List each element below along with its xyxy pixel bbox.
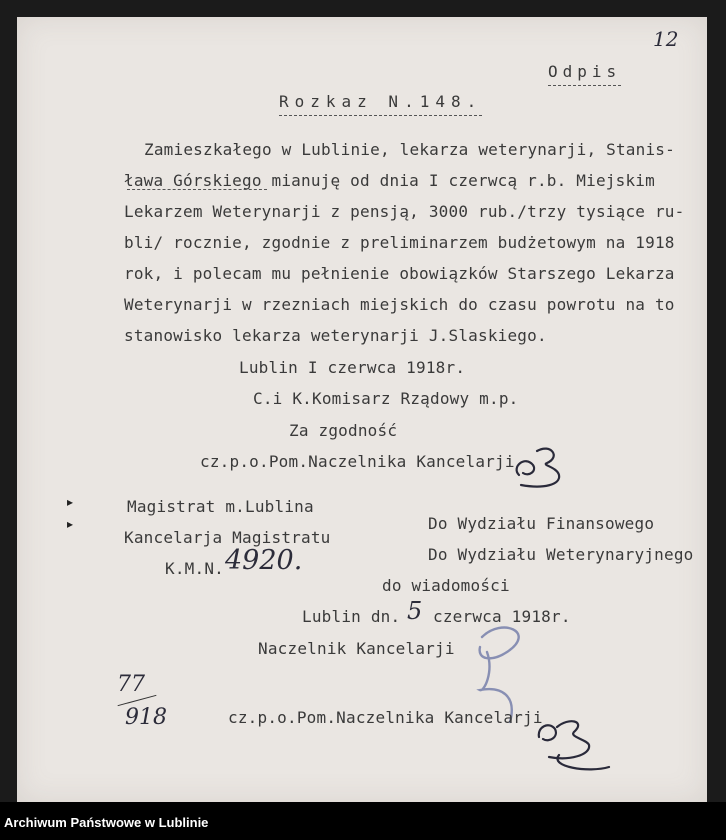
- body-line: rok, i polecam mu pełnienie obowiązków Starszego Lekarza: [124, 264, 675, 283]
- date2-suffix: czerwca 1918r.: [433, 607, 571, 626]
- archive-number-top: 77: [117, 672, 145, 697]
- document-page: [17, 17, 707, 802]
- body-line: Weterynarji w rzezniach miejskich do czasu powrotu na to: [124, 295, 675, 314]
- recipient-line: Do Wydziału Finansowego: [428, 514, 655, 533]
- naczelnik: Naczelnik Kancelarji: [258, 639, 455, 658]
- magistrat-line: Magistrat m.Lublina: [127, 497, 314, 516]
- place-date: Lublin I czerwca 1918r.: [239, 358, 466, 377]
- date2-day: 5: [407, 597, 423, 625]
- odpis-label: Odpis: [548, 62, 621, 86]
- commissioner: C.i K.Komisarz Rządowy m.p.: [253, 389, 519, 408]
- body-line: Lekarzem Weterynarji z pensją, 3000 rub./trzy tysiące ru-: [124, 202, 685, 221]
- magistrat-line: Kancelarja Magistratu: [124, 528, 331, 547]
- date2-prefix: Lublin dn.: [302, 607, 401, 626]
- signoff-line: cz.p.o.Pom.Naczelnika Kancelarji: [200, 452, 515, 471]
- za-zgodnosc: Za zgodność: [289, 421, 398, 440]
- archive-number-bottom: 918: [125, 705, 167, 730]
- signoff-line: cz.p.o.Pom.Naczelnika Kancelarji: [228, 708, 543, 727]
- document-title: Rozkaz N.148.: [279, 92, 482, 116]
- archive-footer: [0, 802, 726, 840]
- kmn-number: 4920.: [225, 545, 303, 576]
- page-number: 12: [653, 27, 679, 51]
- body-line: stanowisko lekarza weterynarji J.Slaskiego.: [124, 326, 547, 345]
- signature-icon: [529, 697, 619, 777]
- margin-mark: ▸: [67, 495, 74, 509]
- body-line: bli/ rocznie, zgodnie z preliminarzem budżetowym na 1918: [124, 233, 675, 252]
- underline: [127, 189, 267, 190]
- body-line: Zamieszkałego w Lublinie, lekarza weterynarji, Stanis-: [144, 140, 675, 159]
- archive-name: Archiwum Państwowe w Lublinie: [4, 815, 209, 830]
- body-line: ława Górskiego mianuję od dnia I czerwcą r.b. Miejskim: [124, 171, 655, 190]
- signature-icon: [507, 437, 577, 497]
- do-wiadomosci: do wiadomości: [382, 576, 510, 595]
- recipient-line: Do Wydziału Weterynaryjnego: [428, 545, 694, 564]
- kmn-label: K.M.N.: [165, 559, 224, 578]
- margin-mark: ▸: [67, 517, 74, 531]
